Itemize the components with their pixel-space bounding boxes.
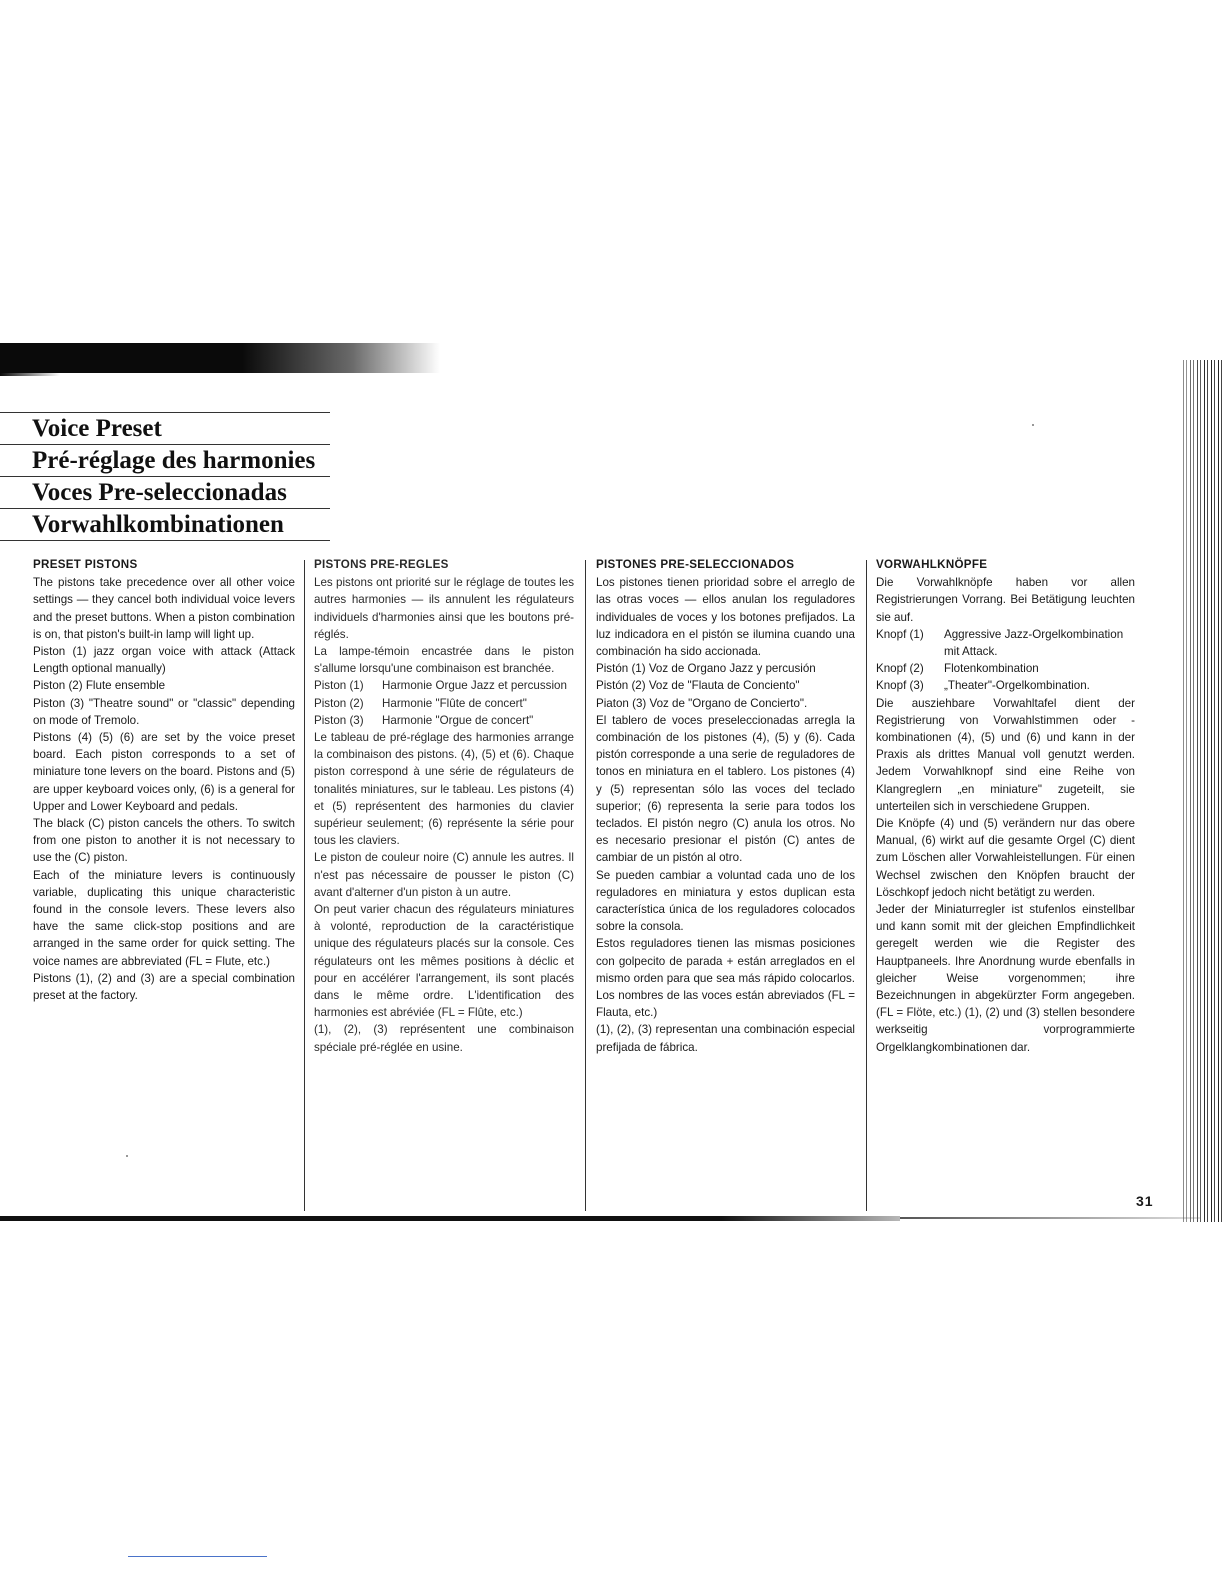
scan-speck [126, 1155, 128, 1157]
column-english [33, 556, 295, 1004]
paragraph: La lampe-témoin encastrée dans le piston s'allume lorsqu'une combinaison est branchée. [314, 645, 574, 676]
title-french: Pré-réglage des harmonies [0, 444, 330, 476]
paragraph: (1), (2), (3) representan una combinación especial prefijada de fábrica. [596, 1023, 855, 1054]
piston-item [314, 677, 574, 694]
scan-speck [1032, 424, 1034, 426]
piston-label: Piston (1) [314, 679, 364, 693]
piston-item [314, 695, 574, 712]
column-divider [866, 560, 867, 1211]
piston-label: Piston (3) [314, 713, 364, 727]
bottom-scan-edge [0, 1216, 900, 1221]
top-scan-edge [0, 343, 440, 373]
knopf-label: Knopf (3) [876, 679, 924, 693]
paragraph: El tablero de voces preseleccionadas arregla la combinación de los pistones (4), (5) y (6). Cada pistón corresponde a una serie de reguladores de tonos en miniatura en el tablero. Los pistones (4) y (5) representan sólo las voces del teclado superior; (6) representa la serie para todos los teclados. El pistón negro (C) anula los otros. No es necesario presionar el pistón (C) antes de cambiar de un pistón al otro. [596, 713, 855, 865]
column-heading: PISTONS PRE-REGLES [314, 558, 449, 571]
column-heading: PISTONES PRE-SELECCIONADOS [596, 558, 795, 571]
knopf-description: Aggressive Jazz-Orgelkombination mit Attack. [944, 627, 1124, 659]
paragraph: Die ausziehbare Vorwahltafel dient der Registrierung von Vorwahlstimmen oder -kombinationen (4), (5) und (6) und kann in der Praxis als drittes Manual voll genutzt werden. Jedem Vorwahlknopf sind eine Reihe von Klangreglern „en miniature" zugeteilt, sie unterteilen sich in verschiedene Gruppen. [876, 696, 1135, 813]
knopf-item [876, 626, 1135, 660]
paragraph: Le tableau de pré-réglage des harmonies arrange la combinaison des pistons. (4), (5) et (6). Chaque piston correspond à une série de régulateurs de tonalités miniatures, sur le tableau. Les pistons (4) et (5) représentent des harmonies du clavier supérieur seulement; (6) représente la série pour tous les claviers. [314, 731, 574, 848]
knopf-label: Knopf (1) [876, 627, 924, 641]
paragraph: Le piston de couleur noire (C) annule les autres. Il n'est pas nécessaire de pousser le piston (C) avant d'alterner d'un piston à un autre. [314, 851, 574, 899]
paragraph: Les pistons ont priorité sur le réglage de toutes les autres harmonies — ils annulent les régulateurs individuels d'harmonies ainsi que les boutons pré-réglés. [314, 576, 574, 641]
title-english: Voice Preset [0, 412, 330, 444]
page-number: 31 [1136, 1193, 1154, 1209]
book-spine-shading [1180, 360, 1224, 1222]
paragraph: Pistón (1) Voz de Organo Jazz y percusión [596, 662, 816, 676]
title-spanish: Voces Pre-seleccionadas [0, 476, 330, 508]
paragraph: On peut varier chacun des régulateurs miniatures à volonté, reproduction de la caractéristique unique des régulateurs placés sur la console. Ces régulateurs ont les mêmes positions à déclic et pour en accélérer l'arrangement, ils sont placés dans le même ordre. L'identification des harmonies est abréviée (FL = Flûte, etc.) [314, 903, 574, 1020]
paragraph: Die Knöpfe (4) und (5) verändern nur das obere Manual, (6) wirkt auf die gesamte Orgel (C) dient zum Löschen aller Vorwahleistellungen. Für einen Wechsel zwischen den Knöpfen braucht der Löschkopf jedoch nicht betätigt zu werden. [876, 817, 1135, 899]
paragraph: Each of the miniature levers is continuously variable, duplicating this unique characteristic found in the console levers. These levers also have the same click-stop positions and are arranged in the same order for quick setting. The voice names are abbreviated (FL = Flute, etc.) [33, 868, 295, 968]
knopf-item [876, 677, 1135, 694]
knopf-item [876, 660, 1135, 677]
paragraph: Pistons (1), (2) and (3) are a special combination preset at the factory. [33, 971, 295, 1003]
knopf-description: Flotenkombination [944, 662, 1039, 676]
paragraph: Piaton (3) Voz de "Organo de Concierto". [596, 696, 808, 710]
column-spanish [596, 556, 855, 1056]
column-divider [304, 560, 305, 1211]
paragraph: Pistons (4) (5) (6) are set by the voice preset board. Each piston corresponds to a set of miniature tone levers on the board. Pistons and (5) are upper keyboard voices only, (6) is a general for Upper and Lower Keyboard and pedals. [33, 731, 295, 813]
paragraph: Piston (2) Flute ensemble [33, 679, 166, 693]
title-german: Vorwahlkombinationen [0, 508, 330, 540]
piston-label: Piston (2) [314, 696, 364, 710]
bottom-scan-edge-fade [900, 1217, 1200, 1219]
footer-rule [128, 1556, 267, 1557]
paragraph: The black (C) piston cancels the others. To switch from one piston to another it is not necessary to use the (C) piston. [33, 817, 295, 865]
paragraph: Piston (3) "Theatre sound" or "classic" depending on mode of Tremolo. [33, 696, 295, 727]
paragraph: Jeder der Miniaturregler ist stufenlos einstellbar und kann somit mit der gleichen Empfindlichkeit geregelt werden wie die Register des Hauptpaneels. Ihre Anordnung wurde ebenfalls in gleicher Weise vorgenommen; ihre Bezeichnungen in abgekürzter Form angegeben. (FL = Flöte, etc.) (1), (2) und (3) stellen besondere werkseitig vorprogrammierte Orgelklangkombinationen dar. [876, 903, 1135, 1054]
column-german [876, 556, 1135, 1056]
paragraph: Los pistones tienen prioridad sobre el arreglo de las otras voces — ellos anulan los reguladores individuales de voces y los botones prefijados. La luz indicadora en el pistón se ilumina cuando una combinación ha sido accionada. [596, 576, 855, 659]
piston-item [314, 712, 574, 729]
paragraph: Pistón (2) Voz de "Flauta de Conciento" [596, 679, 800, 693]
column-french [314, 556, 574, 1056]
title-rule [0, 540, 330, 541]
column-divider [585, 560, 586, 1211]
paragraph: (1), (2), (3) représentent une combinaison spéciale pré-réglée en usine. [314, 1023, 574, 1054]
column-heading: PRESET PISTONS [33, 558, 138, 571]
piston-description: Harmonie "Orgue de concert" [382, 713, 534, 727]
piston-description: Harmonie Orgue Jazz et percussion [382, 679, 567, 693]
paragraph: Piston (1) jazz organ voice with attack (Attack Length optional manually) [33, 645, 295, 676]
piston-description: Harmonie "Flûte de concert" [382, 696, 527, 710]
knopf-description: „Theater"-Orgelkombination. [944, 679, 1090, 693]
paragraph: Estos reguladores tienen las mismas posiciones con golpecito de parada + están arreglados en el mismo orden para que sea más rápido colocarlos. Los nombres de las voces están abreviados (FL = Flauta, etc.) [596, 937, 855, 1020]
column-heading: VORWAHLKNÖPFE [876, 558, 988, 571]
paragraph: Se pueden cambiar a voluntad cada uno de los reguladores en miniatura y estos duplican esta característica única de los reguladores colocados sobre la consola. [596, 868, 855, 934]
paragraph: Die Vorwahlknöpfe haben vor allen Registrierungen Vorrang. Bei Betätigung leuchten sie auf. [876, 576, 1135, 624]
section-titles [0, 412, 330, 541]
top-scan-edge-taper [0, 370, 60, 376]
paragraph: The pistons take precedence over all other voice settings — they cancel both individual voice levers and the preset buttons. When a piston combination is on, that piston's built-in lamp will light up. [33, 576, 295, 641]
knopf-label: Knopf (2) [876, 662, 924, 676]
